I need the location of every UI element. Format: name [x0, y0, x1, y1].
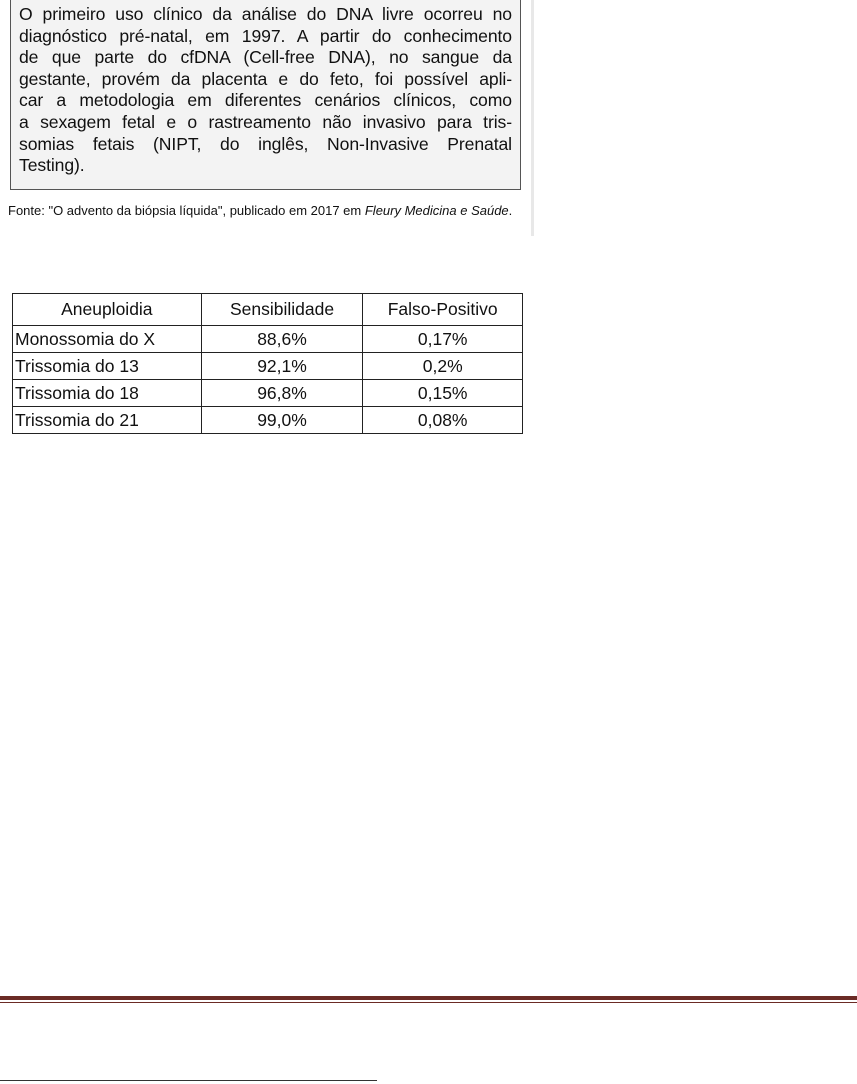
- excerpt-text: [19, 4, 512, 177]
- cell-sensibilidade: 96,8%: [201, 380, 363, 407]
- source-publication: Fleury Medicina e Saúde: [364, 203, 509, 218]
- cell-falso-positivo: 0,17%: [363, 326, 523, 353]
- source-citation: [8, 203, 538, 219]
- cell-sensibilidade: 88,6%: [201, 326, 363, 353]
- cell-falso-positivo: 0,08%: [363, 407, 523, 434]
- header-aneuploidia: Aneuploidia: [13, 294, 202, 326]
- table-row: [13, 353, 523, 380]
- footer-rule-thin: [0, 1002, 857, 1003]
- cell-aneuploidia: Trissomia do 18: [13, 380, 202, 407]
- excerpt-line: O primeiro uso clínico da análise do DNA livre ocorreu no: [19, 4, 512, 24]
- table-row: [13, 407, 523, 434]
- cell-aneuploidia: Trissomia do 13: [13, 353, 202, 380]
- excerpt-line: de que parte do cfDNA (Cell-free DNA), no sangue da: [19, 47, 512, 68]
- header-sensibilidade: Sensibilidade: [201, 294, 363, 326]
- cell-aneuploidia: Monossomia do X: [13, 326, 202, 353]
- header-falso-positivo: Falso-Positivo: [363, 294, 523, 326]
- aneuploidy-table: [12, 293, 523, 434]
- footnote-separator: [0, 1080, 377, 1081]
- excerpt-line: a sexagem fetal e o rastreamento não invasivo para tris-: [19, 111, 512, 132]
- excerpt-line: Testing).: [19, 155, 85, 176]
- scan-edge: [531, 0, 534, 236]
- cell-falso-positivo: 0,2%: [363, 353, 523, 380]
- source-suffix: .: [508, 203, 513, 218]
- cell-sensibilidade: 92,1%: [201, 353, 363, 380]
- footer-rule: [0, 996, 857, 1000]
- excerpt-line: somias fetais (NIPT, do inglês, Non-Invasive Prenatal: [19, 133, 512, 154]
- table-header-row: [13, 294, 523, 326]
- table-row: [13, 380, 523, 407]
- excerpt-line: gestante, provém da placenta e do feto, foi possível apli-: [19, 68, 512, 89]
- cell-aneuploidia: Trissomia do 21: [13, 407, 202, 434]
- excerpt-box: [10, 0, 521, 190]
- cell-sensibilidade: 99,0%: [201, 407, 363, 434]
- cell-falso-positivo: 0,15%: [363, 380, 523, 407]
- source-prefix: Fonte: "O advento da biópsia líquida", publicado em 2017 em: [8, 203, 365, 218]
- excerpt-line: diagnóstico pré-natal, em 1997. A partir do conhecimento: [19, 25, 512, 46]
- excerpt-line: car a metodologia em diferentes cenários clínicos, como: [19, 90, 512, 111]
- table-row: [13, 326, 523, 353]
